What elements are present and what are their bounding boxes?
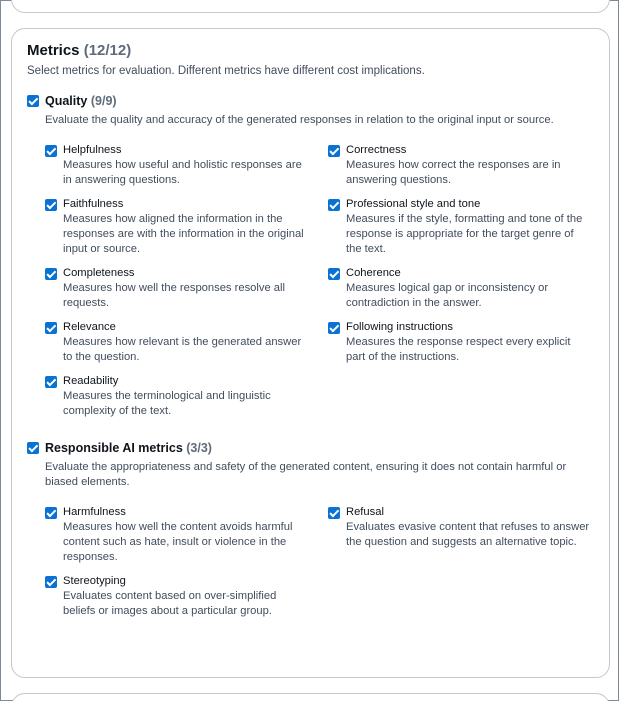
metric-description: Measures how well the content avoids harmful content such as hate, insult or violence in the responses. xyxy=(63,520,293,563)
metric-title: Coherence xyxy=(346,266,401,279)
responsible-ai-checkbox[interactable] xyxy=(27,442,39,454)
metrics-heading xyxy=(27,41,594,61)
metric-title: Harmfulness xyxy=(63,505,126,518)
responsible-ai-group-heading xyxy=(45,439,212,457)
faithfulness-checkbox[interactable] xyxy=(45,199,57,211)
quality-group xyxy=(27,92,594,419)
next-section-card xyxy=(11,693,610,701)
refusal-checkbox[interactable] xyxy=(328,507,340,519)
metric-readability xyxy=(45,374,328,419)
coherence-checkbox[interactable] xyxy=(328,268,340,280)
metric-following-instructions xyxy=(328,320,611,365)
metric-completeness xyxy=(45,266,328,311)
metric-title: Helpfulness xyxy=(63,143,122,156)
previous-section-card xyxy=(11,0,610,13)
responsible-ai-title: Responsible AI metrics xyxy=(45,440,183,455)
metric-description: Evaluates evasive content that refuses to answer the question and suggests an alternative topic. xyxy=(346,520,590,548)
metric-title: Following instructions xyxy=(346,320,453,333)
professional-style-checkbox[interactable] xyxy=(328,199,340,211)
metric-title: Faithfulness xyxy=(63,197,124,210)
responsible-ai-group xyxy=(27,439,594,619)
metric-description: Evaluates content based on over-simplified beliefs or images about a particular group. xyxy=(63,589,277,617)
metric-faithfulness xyxy=(45,197,328,257)
metric-description: Measures how correct the responses are in answering questions. xyxy=(346,158,561,186)
metric-description: Measures how relevant is the generated answer to the question. xyxy=(63,335,302,363)
metric-description: Measures the response respect every explicit part of the instructions. xyxy=(346,335,571,363)
metric-description: Measures logical gap or inconsistency or contradiction in the answer. xyxy=(346,281,549,309)
metrics-card xyxy=(11,28,610,678)
metric-relevance xyxy=(45,320,328,365)
harmfulness-checkbox[interactable] xyxy=(45,507,57,519)
metric-description: Measures the terminological and linguistic complexity of the text. xyxy=(63,389,271,417)
readability-checkbox[interactable] xyxy=(45,376,57,388)
quality-count: (9/9) xyxy=(90,94,117,108)
metric-stereotyping xyxy=(45,574,328,619)
metrics-title: Metrics xyxy=(27,42,80,59)
metric-description: Measures how useful and holistic responses are in answering questions. xyxy=(63,158,302,186)
metric-title: Stereotyping xyxy=(63,574,126,587)
quality-checkbox[interactable] xyxy=(27,95,39,107)
quality-description: Evaluate the quality and accuracy of the generated responses in relation to the original input or source. xyxy=(45,114,554,126)
metric-description: Measures how well the responses resolve all requests. xyxy=(63,281,285,309)
metric-harmfulness xyxy=(45,505,328,565)
quality-title: Quality xyxy=(45,94,88,108)
responsible-ai-metrics-grid xyxy=(45,505,594,619)
completeness-checkbox[interactable] xyxy=(45,268,57,280)
metric-title: Refusal xyxy=(346,505,384,518)
quality-metrics-grid xyxy=(45,143,594,419)
relevance-checkbox[interactable] xyxy=(45,322,57,334)
metric-correctness xyxy=(328,143,611,188)
metric-professional-style xyxy=(328,197,611,257)
metric-title: Relevance xyxy=(63,320,116,333)
metric-helpfulness xyxy=(45,143,328,188)
quality-group-heading xyxy=(45,92,117,110)
following-instructions-checkbox[interactable] xyxy=(328,322,340,334)
stereotyping-checkbox[interactable] xyxy=(45,576,57,588)
responsible-ai-description: Evaluate the appropriateness and safety of the generated content, ensuring it does not contain harmful or biased elements. xyxy=(45,460,567,488)
metric-title: Correctness xyxy=(346,143,407,156)
metric-description: Measures if the style, formatting and tone of the response is appropriate for the target genre of the text. xyxy=(346,212,583,255)
metric-title: Completeness xyxy=(63,266,135,279)
metric-title: Professional style and tone xyxy=(346,197,481,210)
helpfulness-checkbox[interactable] xyxy=(45,145,57,157)
metrics-count: (12/12) xyxy=(83,42,132,59)
metric-coherence xyxy=(328,266,611,311)
correctness-checkbox[interactable] xyxy=(328,145,340,157)
metrics-description: Select metrics for evaluation. Different metrics have different cost implications. xyxy=(27,65,425,77)
metric-description: Measures how aligned the information in the responses are with the information in the original input or source. xyxy=(63,212,304,255)
metric-title: Readability xyxy=(63,374,119,387)
metric-refusal xyxy=(328,505,611,565)
responsible-ai-count: (3/3) xyxy=(186,440,212,455)
